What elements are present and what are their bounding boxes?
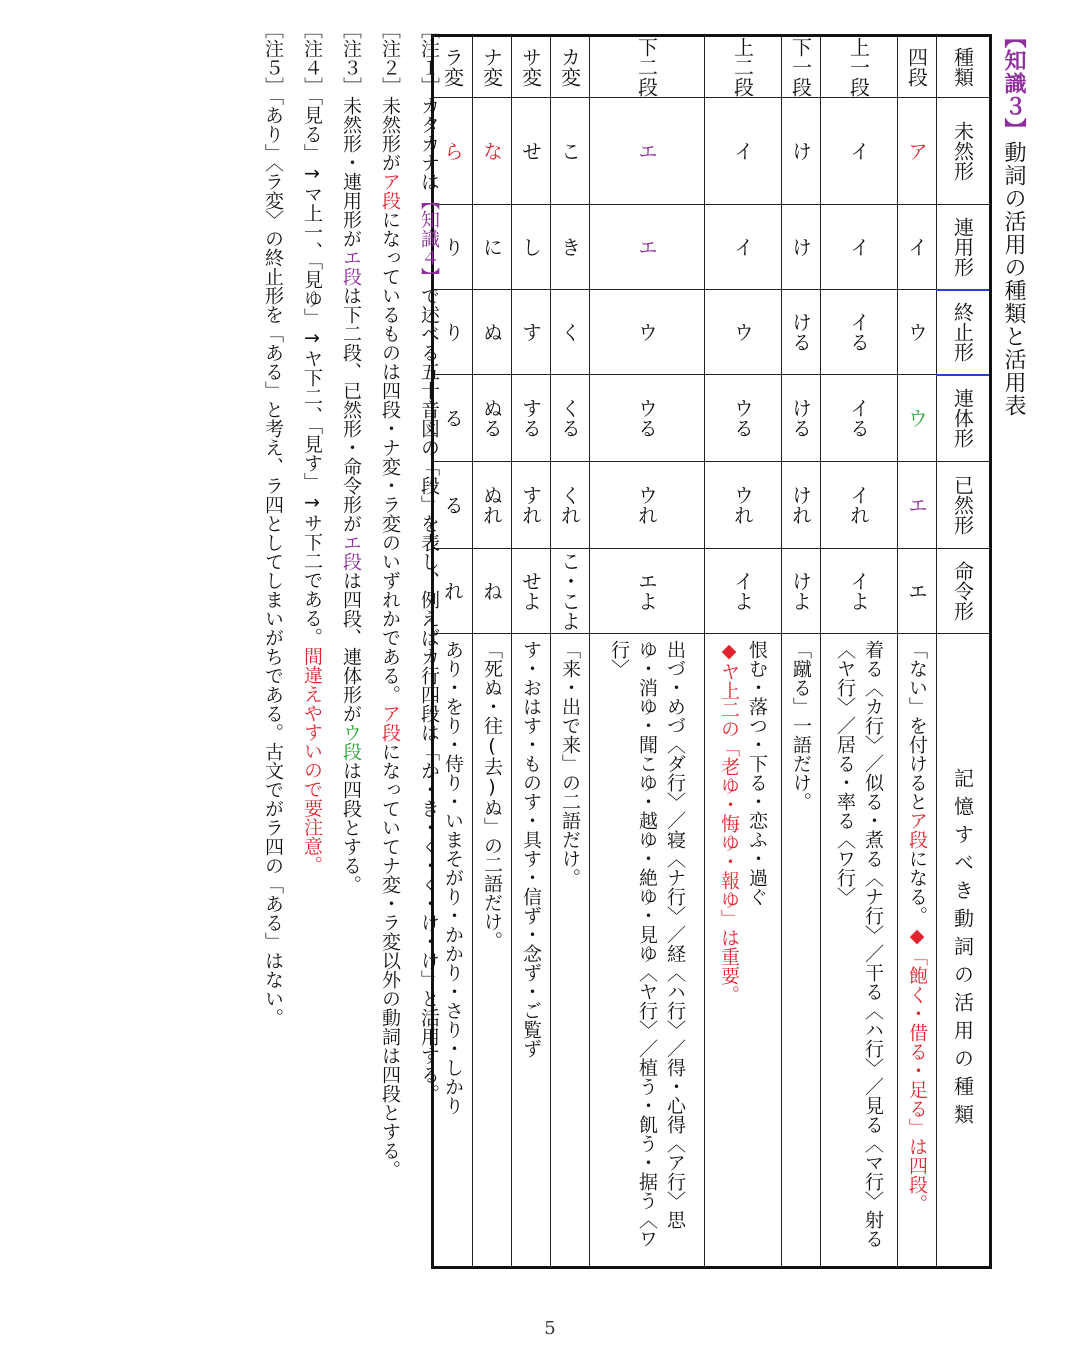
kamiichi-renyou: イ (821, 205, 898, 290)
nahen-meirei: ね (473, 549, 512, 634)
yodan-note: 「ない」を付けるとア段になる。◆「飽く・借る・足る」は四段。 (898, 634, 937, 1268)
type-kaminidan: 上二段 (705, 36, 782, 98)
sahen-renyou: し (512, 205, 551, 290)
row-kaminidan (705, 36, 782, 1268)
yodan-mizen: ア (898, 98, 937, 205)
yodan-renyou: イ (898, 205, 937, 290)
shimonidan-meirei: エよ (590, 549, 705, 634)
rahen-mizen: ら (433, 98, 473, 205)
type-sahen: サ変 (512, 36, 551, 98)
nahen-izen: ぬれ (473, 462, 512, 549)
row-kahen (551, 36, 590, 1268)
sahen-mizen: せ (512, 98, 551, 205)
note-1: ［注１］カタカナは【知識４】で述べる五十音図の「段」を表し、例えばカ行四段は「か・き・く・く・け・け」と活用する。 (418, 20, 440, 1103)
shimoichi-renyou: け (782, 205, 821, 290)
header-izen: 已然形 (937, 462, 991, 549)
shimoichi-meirei: けよ (782, 549, 821, 634)
kaminidan-renyou: イ (705, 205, 782, 290)
kahen-mizen: こ (551, 98, 590, 205)
row-shimonidan (590, 36, 705, 1268)
nahen-rentai: ぬる (473, 375, 512, 462)
note-4: ［注４］「見る」→マ上一、「見ゆ」→ヤ下二、「見す」→サ下二である。間違えやすいので要注意。 (301, 20, 323, 875)
kamiichi-izen: イれ (821, 462, 898, 549)
nahen-shushi: ぬ (473, 290, 512, 375)
note-5: ［注５］「あり」〈ラ変〉の終止形を「ある」と考え、ラ四としてしまいがちである。古文でがラ四の「ある」はない。 (262, 20, 284, 1027)
page-title (998, 26, 1028, 446)
row-sahen (512, 36, 551, 1268)
kahen-meirei: こ・こよ (551, 549, 590, 634)
footnotes (253, 20, 448, 1290)
kaminidan-izen: ウれ (705, 462, 782, 549)
sahen-shushi: す (512, 290, 551, 375)
kamiichi-note: 着る〈カ行〉／似る・煮る〈ナ行〉／干る〈ハ行〉／見る〈マ行〉射る〈ヤ行〉／居る・率る〈ワ行〉 (821, 634, 898, 1268)
shimoichi-shushi: ける (782, 290, 821, 375)
shimonidan-renyou: エ (590, 205, 705, 290)
kaminidan-mizen: イ (705, 98, 782, 205)
yodan-izen: エ (898, 462, 937, 549)
kahen-rentai: くる (551, 375, 590, 462)
shimoichi-note: 「蹴る」一語だけ。 (782, 634, 821, 1268)
kamiichi-rentai: イる (821, 375, 898, 462)
kamiichi-shushi: イる (821, 290, 898, 375)
header-shushi: 終止形 (937, 290, 991, 375)
row-kamiichi (821, 36, 898, 1268)
note-3: ［注３］未然形・連用形がエ段は下二段、已然形・命令形がエ段は四段、連体形がウ段は四段とする。 (340, 20, 362, 894)
kahen-shushi: く (551, 290, 590, 375)
sahen-note: す・おはす・ものす・具す・信ず・念ず・ご覧ず (512, 634, 551, 1268)
type-shimonidan: 下二段 (590, 36, 705, 98)
header-rentai: 連体形 (937, 375, 991, 462)
yodan-rentai: ウ (898, 375, 937, 462)
shimonidan-note: 出づ・めづ〈ダ行〉／寝〈ナ行〉／経〈ハ行〉／得・心得〈ア行〉思ゆ・消ゆ・聞こゆ・越ゆ・絶ゆ・見ゆ〈ヤ行〉／植う・飢う・据う〈ワ行〉 (590, 634, 705, 1268)
header-meirei: 命令形 (937, 549, 991, 634)
shimoichi-mizen: け (782, 98, 821, 205)
header-type: 種類 (937, 36, 991, 98)
kaminidan-note: 恨む・落つ・下る・恋ふ・過ぐ ◆ヤ上二の「老ゆ・悔ゆ・報ゆ」は重要。 (705, 634, 782, 1268)
shimonidan-rentai: ウる (590, 375, 705, 462)
nahen-mizen: な (473, 98, 512, 205)
row-yodan (898, 36, 937, 1268)
title-tag: 【知識３】 (1001, 26, 1026, 141)
sahen-rentai: する (512, 375, 551, 462)
rahen-shushi: り (433, 290, 473, 375)
rahen-meirei: れ (433, 549, 473, 634)
kaminidan-meirei: イよ (705, 549, 782, 634)
shimonidan-shushi: ウ (590, 290, 705, 375)
header-mizen: 未然形 (937, 98, 991, 205)
header-memo: 記憶すべき動詞の活用の種類 (937, 634, 991, 1268)
header-row (937, 36, 991, 1268)
rahen-note: あり・をり・侍り・いまそがり・かかり・さり・しかり (433, 634, 473, 1268)
header-renyou: 連用形 (937, 205, 991, 290)
type-kamiichi: 上一段 (821, 36, 898, 98)
kamiichi-mizen: イ (821, 98, 898, 205)
title-text: 動詞の活用の種類と活用表 (1001, 141, 1026, 417)
rahen-renyou: り (433, 205, 473, 290)
shimoichi-izen: けれ (782, 462, 821, 549)
note-2: ［注２］未然形がア段になっているものは四段・ナ変・ラ変のいずれかである。ア段になっていてナ変・ラ変以外の動詞は四段とする。 (379, 20, 401, 1179)
sahen-izen: すれ (512, 462, 551, 549)
row-shimoichi (782, 36, 821, 1268)
row-nahen (473, 36, 512, 1268)
page-number: 5 (544, 1318, 556, 1339)
sahen-meirei: せよ (512, 549, 551, 634)
nahen-note: 「死ぬ・往(去)ぬ」の二語だけ。 (473, 634, 512, 1268)
yodan-shushi: ウ (898, 290, 937, 375)
yodan-meirei: エ (898, 549, 937, 634)
shimoichi-rentai: ける (782, 375, 821, 462)
type-nahen: ナ変 (473, 36, 512, 98)
rahen-rentai: る (433, 375, 473, 462)
kahen-izen: くれ (551, 462, 590, 549)
shimonidan-izen: ウれ (590, 462, 705, 549)
kaminidan-rentai: ウる (705, 375, 782, 462)
kahen-note: 「来・出で来」の二語だけ。 (551, 634, 590, 1268)
conjugation-table (431, 34, 992, 1269)
rahen-izen: る (433, 462, 473, 549)
nahen-renyou: に (473, 205, 512, 290)
kahen-renyou: き (551, 205, 590, 290)
type-rahen: ラ変 (433, 36, 473, 98)
kamiichi-meirei: イよ (821, 549, 898, 634)
kaminidan-shushi: ウ (705, 290, 782, 375)
type-kahen: カ変 (551, 36, 590, 98)
shimonidan-mizen: エ (590, 98, 705, 205)
type-shimoichi: 下一段 (782, 36, 821, 98)
type-yodan: 四段 (898, 36, 937, 98)
